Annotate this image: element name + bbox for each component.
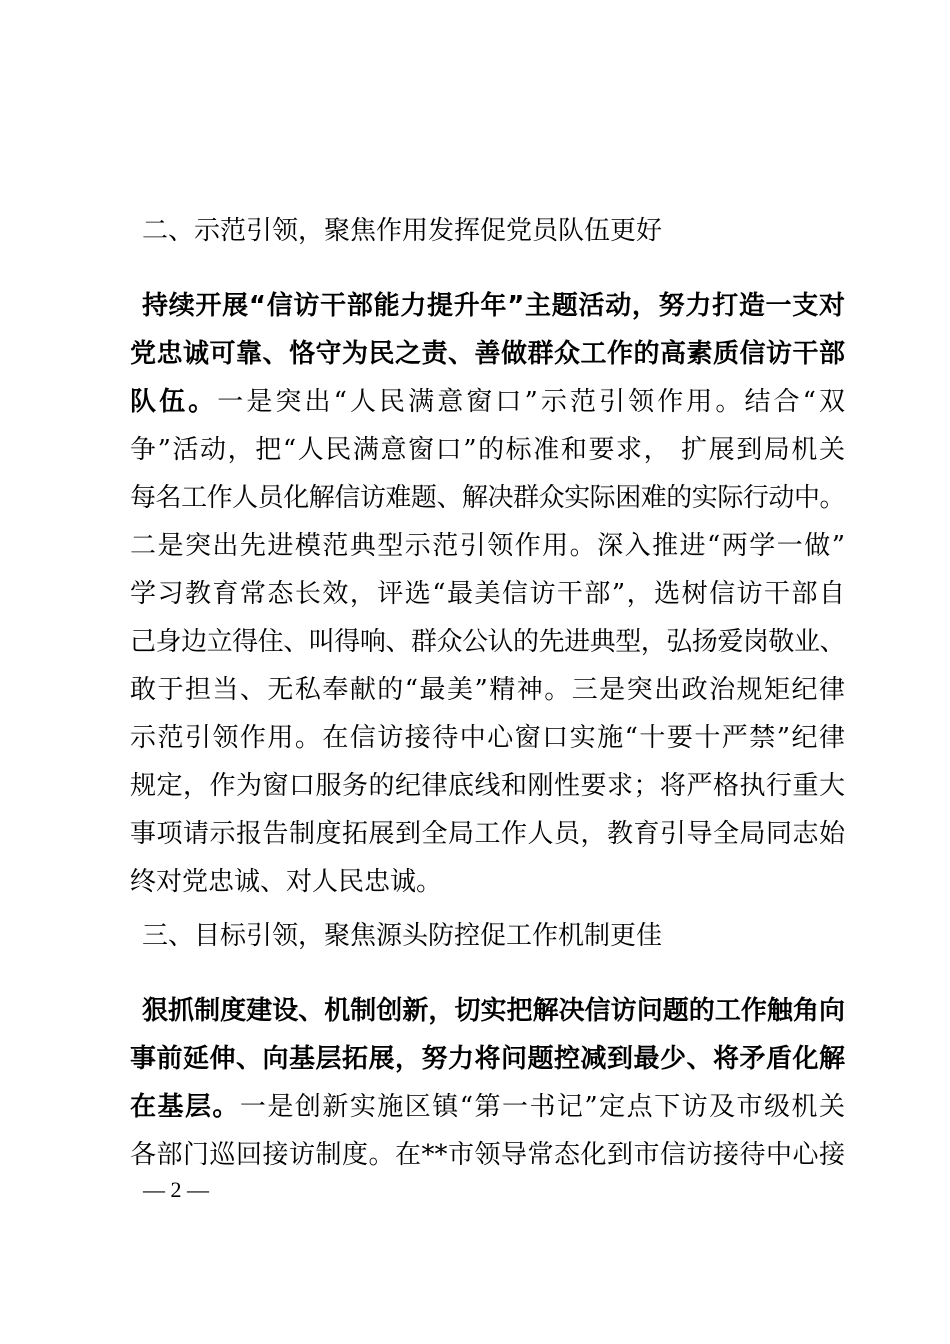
paragraph-line: 每名工作人员化解信访难题、解决群众实际困难的实际行动中。 [130, 483, 845, 513]
page-number: — 2 — [143, 1177, 209, 1202]
paragraph-line: 敢于担当、无私奉献的“最美”精神。三是突出政治规矩纪律 [130, 675, 845, 705]
paragraph-line: 示范引领作用。在信访接待中心窗口实施“十要十严禁”纪律 [130, 723, 845, 753]
paragraph-line: 狠抓制度建设、机制创新，切实把解决信访问题的工作触角向 [142, 996, 845, 1026]
paragraph-line: 二是突出先进模范典型示范引领作用。深入推进“两学一做” [130, 531, 845, 561]
paragraph-line: 规定，作为窗口服务的纪律底线和刚性要求；将严格执行重大 [130, 771, 845, 801]
paragraph-line: 争”活动，把“人民满意窗口”的标准和要求， 扩展到局机关 [130, 435, 845, 465]
paragraph-line: 持续开展“信访干部能力提升年”主题活动，努力打造一支对 [142, 291, 845, 321]
paragraph-line [130, 1091, 845, 1123]
paragraph-line: 学习教育常态长效，评选“最美信访干部”，选树信访干部自 [130, 579, 845, 609]
paragraph-line: 各部门巡回接访制度。在**市领导常态化到市信访接待中心接 [130, 1140, 845, 1170]
bold-lead-text: 队伍。 [130, 387, 218, 417]
bold-lead-text: 在基层。 [130, 1092, 240, 1122]
paragraph-text: 一是创新实施区镇“第一书记”定点下访及市级机关 [239, 1092, 845, 1122]
paragraph-line: 己身边立得住、叫得响、群众公认的先进典型，弘扬爱岗敬业、 [130, 627, 845, 657]
paragraph-line: 终对党忠诚、对人民忠诚。 [130, 867, 443, 897]
section-heading-3: 三、目标引领，聚焦源头防控促工作机制更佳 [142, 921, 663, 951]
section-heading-2: 二、示范引领，聚焦作用发挥促党员队伍更好 [142, 216, 663, 246]
paragraph-line: 事项请示报告制度拓展到全局工作人员，教育引导全局同志始 [130, 819, 845, 849]
paragraph-line: 事前延伸、向基层拓展，努力将问题控减到最少、将矛盾化解 [130, 1044, 845, 1074]
paragraph-text: 一是突出“人民满意窗口”示范引领作用。结合“双 [217, 387, 845, 417]
paragraph-line [130, 386, 845, 418]
paragraph-line: 党忠诚可靠、恪守为民之责、善做群众工作的高素质信访干部 [130, 339, 845, 369]
